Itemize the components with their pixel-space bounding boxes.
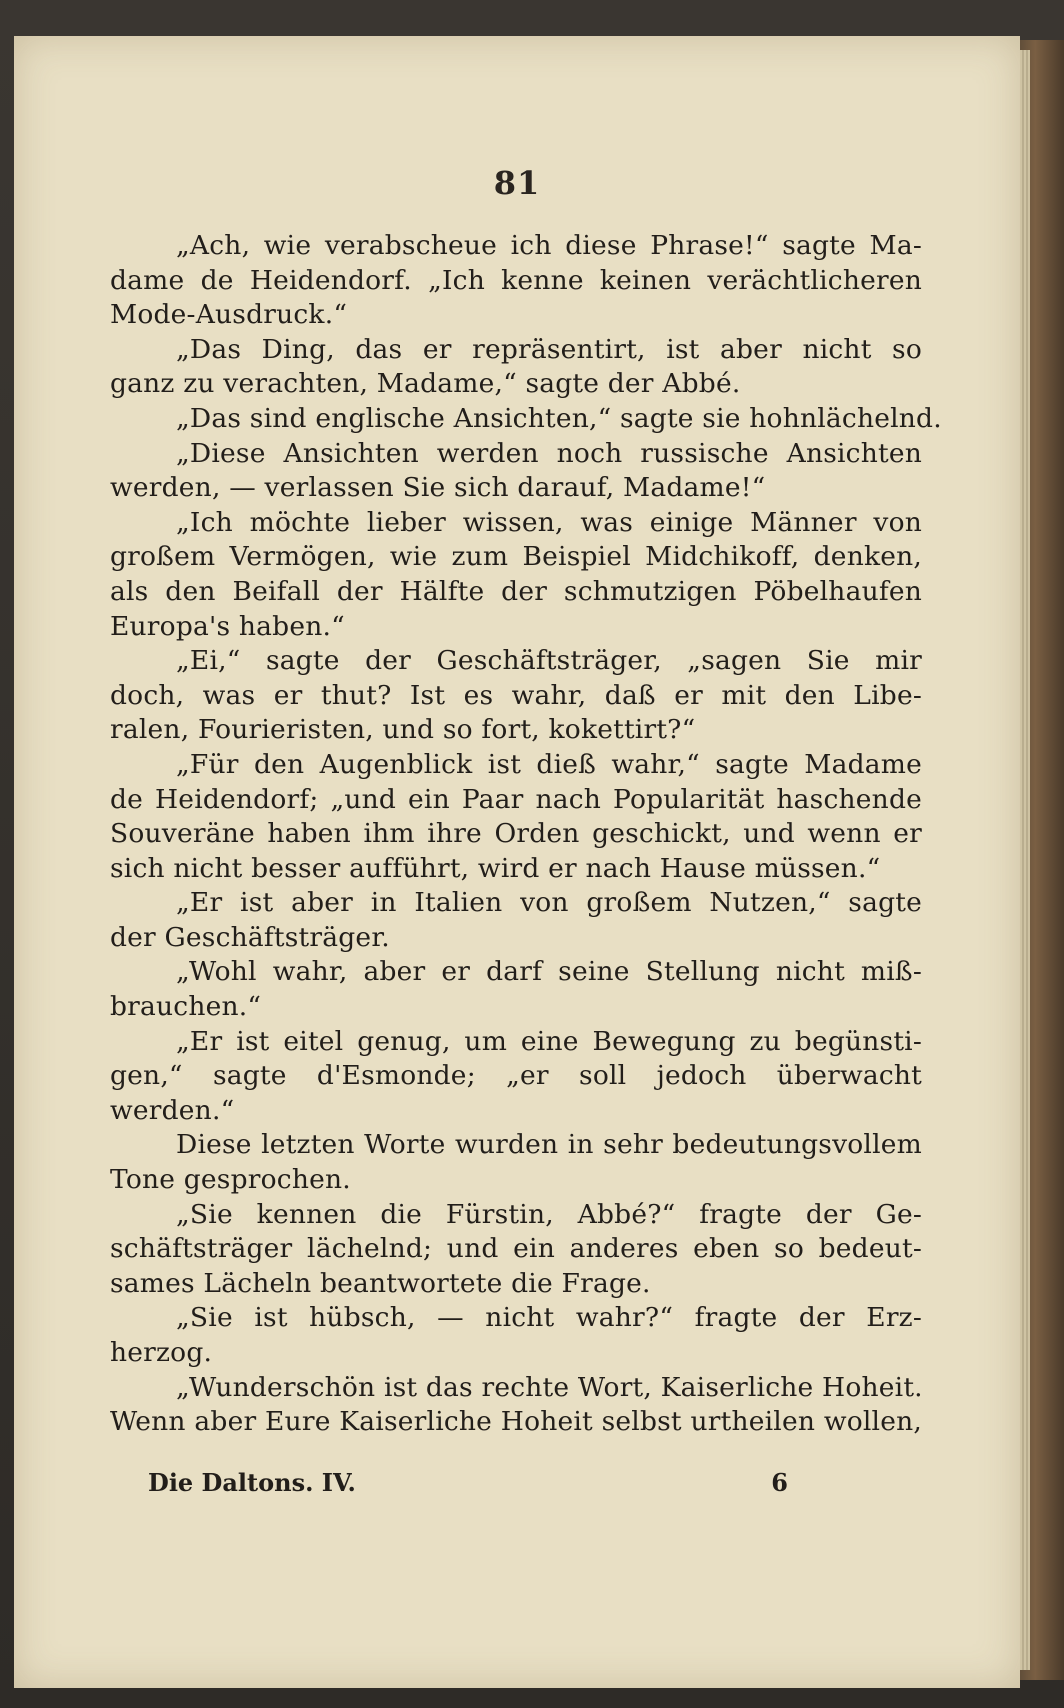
text-line: „Wunderschön ist das rechte Wort, Kaiserliche Hoheit. xyxy=(176,1371,923,1403)
signature-mark: Die Daltons. IV. xyxy=(148,1468,356,1497)
text-line: brauchen.“ xyxy=(110,991,262,1023)
text-line: gen,“ sagte d'Esmonde; „er soll jedoch überwacht xyxy=(110,1060,922,1092)
text-line: Wenn aber Eure Kaiserliche Hoheit selbst urtheilen wollen, xyxy=(110,1406,922,1438)
body-text xyxy=(110,229,942,1440)
page-footer xyxy=(148,1468,788,1497)
text-line: „Das Ding, das er repräsentirt, ist aber nicht so xyxy=(176,333,922,365)
text-line: werden, — verlassen Sie sich darauf, Madame!“ xyxy=(110,472,766,504)
text-line: großem Vermögen, wie zum Beispiel Midchikoff, denken, xyxy=(110,541,922,573)
text-line: „Sie ist hübsch, — nicht wahr?“ fragte der Erz- xyxy=(176,1302,922,1334)
text-line: „Er ist eitel genug, um eine Bewegung zu begünsti- xyxy=(176,1025,922,1057)
text-line: ganz zu verachten, Madame,“ sagte der Abbé. xyxy=(110,368,741,400)
text-line: Tone gesprochen. xyxy=(110,1164,351,1196)
text-line: „Ach, wie verabscheue ich diese Phrase!“ sagte Ma- xyxy=(176,230,922,261)
text-line: dame de Heidendorf. „Ich kenne keinen verächtlicheren xyxy=(110,264,922,296)
text-line: „Für den Augenblick ist dieß wahr,“ sagte Madame xyxy=(176,748,922,780)
text-line: doch, was er thut? Ist es wahr, daß er mit den Libe- xyxy=(110,679,922,711)
text-line: herzog. xyxy=(110,1337,213,1368)
text-line: ralen, Fourieristen, und so fort, kokettirt?“ xyxy=(110,714,696,746)
text-line: Souveräne haben ihm ihre Orden geschickt, und wenn er xyxy=(110,818,922,850)
text-line: schäftsträger lächelnd; und ein anderes eben so bedeut- xyxy=(110,1233,922,1265)
text-line: „Wohl wahr, aber er darf seine Stellung nicht miß- xyxy=(176,956,922,988)
text-line: der Geschäftsträger. xyxy=(110,921,390,953)
text-line: de Heidendorf; „und ein Paar nach Popularität haschende xyxy=(110,783,922,815)
sheet-number: 6 xyxy=(771,1468,788,1497)
text-line: Europa's haben.“ xyxy=(110,610,345,642)
text-line: „Sie kennen die Fürstin, Abbé?“ fragte der Ge- xyxy=(176,1198,922,1230)
text-line: werden.“ xyxy=(110,1094,235,1126)
text-line: sames Lächeln beantwortete die Frage. xyxy=(110,1267,651,1299)
text-line: „Ei,“ sagte der Geschäftsträger, „sagen Sie mir xyxy=(176,645,922,677)
text-line: sich nicht besser aufführt, wird er nach Hause müssen.“ xyxy=(110,852,881,884)
text-line: Diese letzten Worte wurden in sehr bedeutungsvollem xyxy=(176,1129,922,1161)
page-number: 81 xyxy=(493,164,541,202)
text-line: „Ich möchte lieber wissen, was einige Männer von xyxy=(176,506,922,538)
text-line: „Diese Ansichten werden noch russische Ansichten xyxy=(176,437,922,469)
text-line: als den Beifall der Hälfte der schmutzigen Pöbelhaufen xyxy=(110,575,922,607)
text-line: „Das sind englische Ansichten,“ sagte sie hohnlächelnd. xyxy=(176,402,942,434)
book-page xyxy=(14,36,1020,1688)
text-line: Mode-Ausdruck.“ xyxy=(110,299,348,331)
text-line: „Er ist aber in Italien von großem Nutzen,“ sagte xyxy=(176,887,922,919)
